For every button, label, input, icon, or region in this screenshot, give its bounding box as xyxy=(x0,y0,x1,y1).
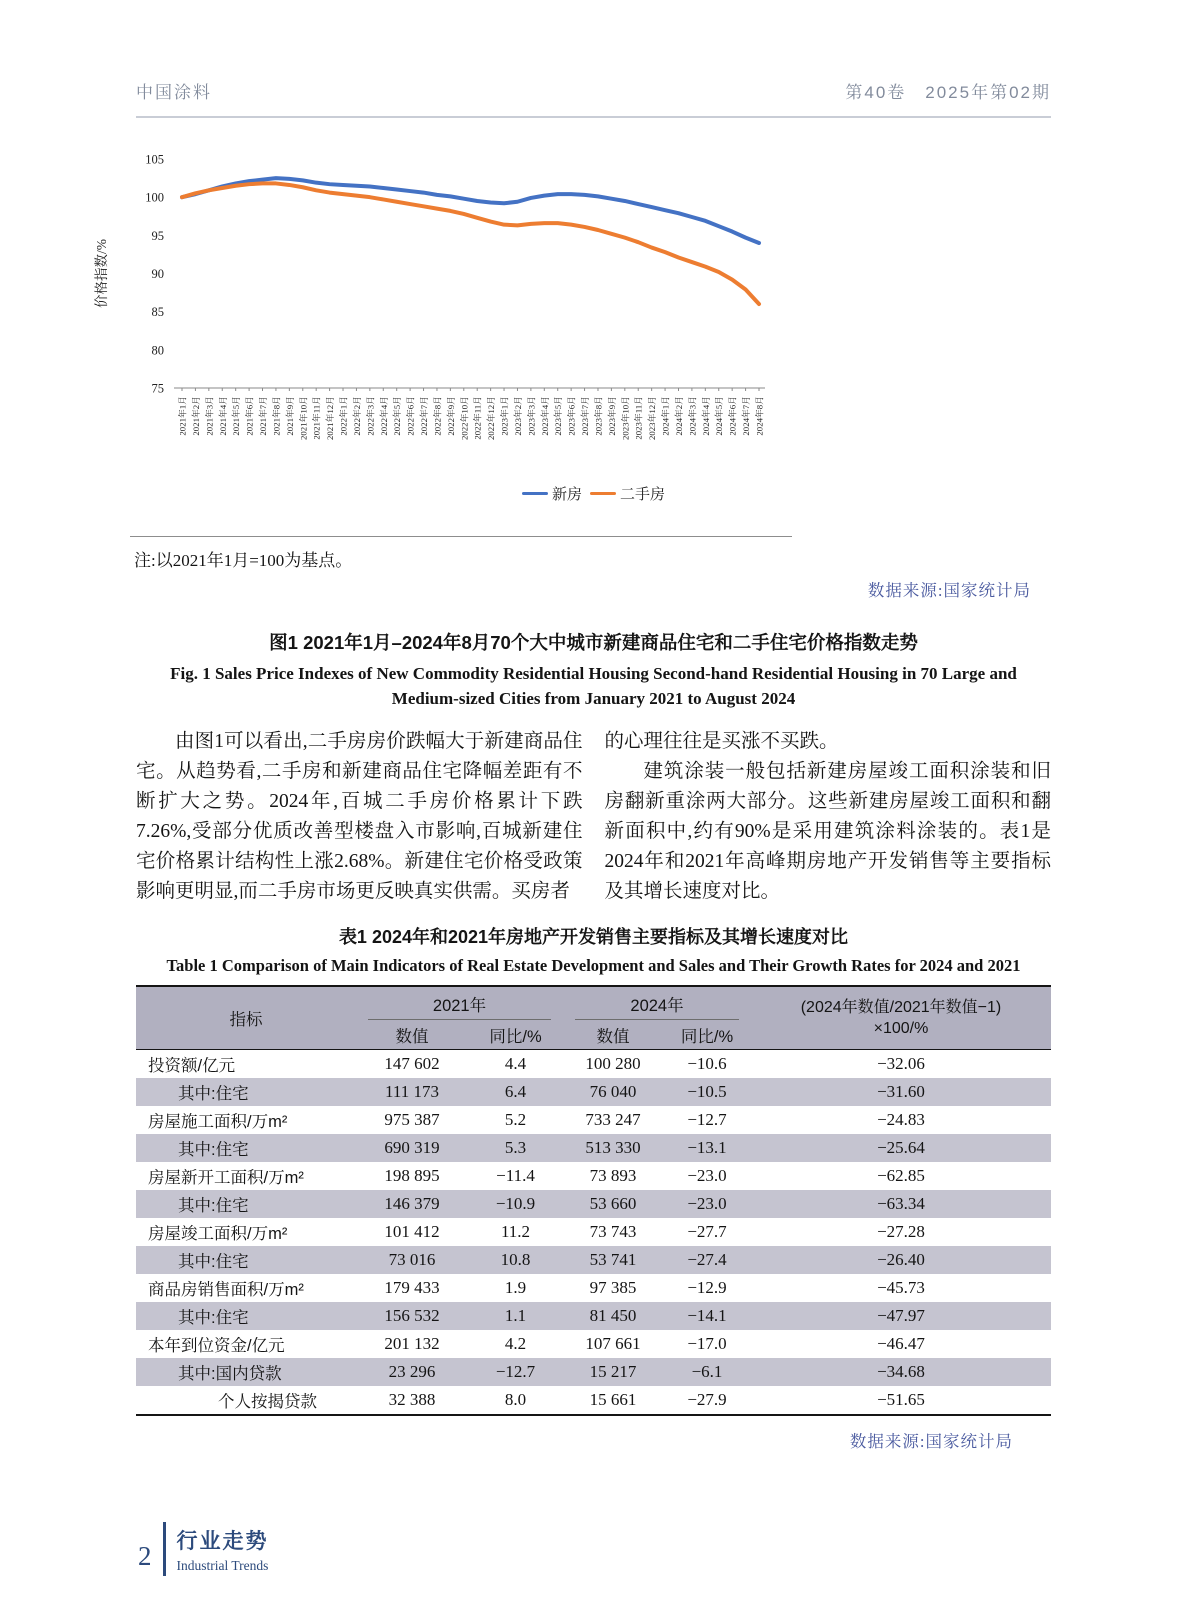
x-axis-tick-label: 2023年5月 xyxy=(553,396,564,436)
x-axis-tick-label: 2022年11月 xyxy=(472,396,483,440)
value-cell: −27.28 xyxy=(877,1222,925,1241)
footer-divider-bar xyxy=(163,1522,166,1576)
value-cell: 73 016 xyxy=(388,1250,436,1269)
x-axis-tick-label: 2022年3月 xyxy=(365,396,376,436)
value-cell: −47.97 xyxy=(877,1306,925,1325)
indicator-cell: 商品房销售面积/万m² xyxy=(148,1281,304,1299)
value-cell: 1.1 xyxy=(504,1306,527,1325)
table-row xyxy=(136,1218,1051,1246)
value-cell: −46.47 xyxy=(877,1334,925,1353)
header-indicator: 指标 xyxy=(136,986,356,1050)
value-cell: 4.2 xyxy=(504,1334,527,1353)
figure-caption-en-line2: Medium-sized Cities from January 2021 to August 2024 xyxy=(391,689,796,708)
y-axis-tick-label: 75 xyxy=(151,381,164,396)
table-title-en: Table 1 Comparison of Main Indicators of Real Estate Development and Sales and Their Growth Rates for 2024 and 2021 xyxy=(166,956,1021,975)
value-cell: 81 450 xyxy=(589,1306,637,1325)
value-cell: 733 247 xyxy=(585,1110,641,1129)
header-group-2024: 2024年 xyxy=(563,986,751,1020)
table-title-zh: 表1 2024年和2021年房地产开发销售主要指标及其增长速度对比 xyxy=(338,927,849,947)
indicator-cell: 其中:住宅 xyxy=(178,1197,249,1215)
value-cell: −10.9 xyxy=(495,1194,536,1213)
value-cell: 73 743 xyxy=(589,1222,637,1241)
x-axis-tick-label: 2022年4月 xyxy=(378,396,389,436)
y-axis-tick-label: 95 xyxy=(151,228,164,243)
x-axis-tick-label: 2024年4月 xyxy=(700,396,711,436)
footer-section-zh: 行业走势 xyxy=(176,1529,269,1553)
value-cell: 97 385 xyxy=(589,1278,637,1297)
header-growth-line1: (2024年数值/2021年数值−1) xyxy=(800,999,1002,1016)
figure-divider-line xyxy=(130,536,792,537)
value-cell: −13.1 xyxy=(687,1138,727,1157)
value-cell: −45.73 xyxy=(877,1278,925,1297)
value-cell: −23.0 xyxy=(687,1194,727,1213)
x-axis-tick-label: 2023年2月 xyxy=(512,396,523,436)
x-axis-tick-label: 2023年1月 xyxy=(499,396,510,436)
legend-item xyxy=(590,483,665,504)
value-cell: −27.7 xyxy=(687,1222,727,1241)
x-axis-tick-label: 2023年4月 xyxy=(539,396,550,436)
x-axis-tick-label: 2023年11月 xyxy=(633,396,644,440)
header-growth xyxy=(751,986,1051,1050)
x-axis-tick-label: 2022年7月 xyxy=(419,396,430,436)
table-row xyxy=(136,1274,1051,1302)
body-column-left xyxy=(136,727,583,907)
x-axis-tick-label: 2021年2月 xyxy=(190,396,201,436)
x-axis-tick-label: 2024年7月 xyxy=(741,396,752,436)
figure-caption-en-line1: Fig. 1 Sales Price Indexes of New Commodity Residential Housing Second-hand Residential Housing in 70 Large and xyxy=(170,664,1017,683)
value-cell: −24.83 xyxy=(877,1110,925,1129)
header-value-2024: 数值 xyxy=(563,1020,663,1050)
value-cell: −12.7 xyxy=(495,1362,536,1381)
table-row xyxy=(136,1162,1051,1190)
value-cell: 32 388 xyxy=(388,1390,436,1409)
figure-note: 注:以2021年1月=100为基点。 xyxy=(134,551,353,570)
indicator-cell: 房屋施工面积/万m² xyxy=(148,1113,288,1131)
page-number: 2 xyxy=(138,1540,152,1571)
value-cell: 513 330 xyxy=(585,1138,641,1157)
value-cell: −62.85 xyxy=(877,1166,925,1185)
x-axis-tick-label: 2021年9月 xyxy=(284,396,295,436)
indicator-cell: 其中:住宅 xyxy=(178,1309,249,1327)
x-axis-tick-label: 2024年3月 xyxy=(687,396,698,436)
x-axis-tick-label: 2022年1月 xyxy=(338,396,349,436)
value-cell: 53 741 xyxy=(589,1250,637,1269)
value-cell: 101 412 xyxy=(384,1222,440,1241)
x-axis-tick-label: 2021年5月 xyxy=(231,396,242,436)
x-axis-tick-label: 2024年6月 xyxy=(727,396,738,436)
value-cell: −31.60 xyxy=(877,1082,925,1101)
value-cell: 8.0 xyxy=(504,1390,527,1409)
header-yoy-2024: 同比/% xyxy=(663,1020,751,1050)
indicator-cell: 本年到位资金/亿元 xyxy=(148,1337,285,1355)
value-cell: 198 895 xyxy=(384,1166,440,1185)
indicator-cell: 投资额/亿元 xyxy=(148,1057,236,1075)
value-cell: 107 661 xyxy=(585,1334,641,1353)
paragraph: 的心理往往是买涨不买跌。 xyxy=(604,731,839,752)
value-cell: 11.2 xyxy=(500,1222,531,1241)
y-axis-tick-label: 80 xyxy=(151,343,164,358)
value-cell: −34.68 xyxy=(877,1362,925,1381)
legend-line-swatch xyxy=(522,492,548,496)
figure-caption-en xyxy=(0,661,1187,711)
x-axis-tick-label: 2024年8月 xyxy=(754,396,765,436)
chart-legend xyxy=(0,483,1187,504)
x-axis-tick-label: 2022年9月 xyxy=(445,396,456,436)
x-axis-tick-label: 2021年7月 xyxy=(258,396,269,436)
x-axis-tick-label: 2021年12月 xyxy=(325,396,336,440)
figure-data-source: 数据来源:国家统计局 xyxy=(867,581,1031,600)
y-axis-tick-label: 105 xyxy=(145,152,164,167)
real-estate-indicators-table xyxy=(136,985,1051,1416)
x-axis-tick-label: 2021年10月 xyxy=(298,396,309,440)
indicator-cell: 其中:住宅 xyxy=(178,1253,249,1271)
table-row xyxy=(136,1386,1051,1415)
table-row xyxy=(136,1358,1051,1386)
table-row xyxy=(136,1190,1051,1218)
body-text xyxy=(136,727,1051,907)
value-cell: −27.9 xyxy=(687,1390,727,1409)
x-axis-tick-label: 2023年12月 xyxy=(647,396,658,440)
x-axis-tick-label: 2021年4月 xyxy=(217,396,228,436)
header-growth-line2: ×100/% xyxy=(873,1020,929,1037)
page-footer xyxy=(138,1522,1187,1576)
y-axis-title: 价格指数/% xyxy=(94,239,109,308)
table-row xyxy=(136,1246,1051,1274)
value-cell: −10.6 xyxy=(687,1054,727,1073)
volume-issue: 第40卷 2025年第02期 xyxy=(845,83,1051,102)
value-cell: 15 217 xyxy=(589,1362,637,1381)
indicator-cell: 其中:住宅 xyxy=(178,1085,249,1103)
value-cell: 76 040 xyxy=(589,1082,637,1101)
value-cell: 5.3 xyxy=(504,1138,527,1157)
x-axis-tick-label: 2022年10月 xyxy=(459,396,470,440)
page-header xyxy=(136,78,1051,118)
indicator-cell: 其中:国内贷款 xyxy=(178,1365,282,1383)
header-yoy-2021: 同比/% xyxy=(468,1020,563,1050)
value-cell: 73 893 xyxy=(589,1166,637,1185)
x-axis-tick-label: 2021年6月 xyxy=(244,396,255,436)
value-cell: −14.1 xyxy=(687,1306,727,1325)
x-axis-tick-label: 2021年1月 xyxy=(177,396,188,436)
x-axis-tick-label: 2022年6月 xyxy=(405,396,416,436)
legend-item xyxy=(522,483,582,504)
series-line-新房 xyxy=(182,178,759,243)
x-axis-tick-label: 2022年8月 xyxy=(432,396,443,436)
table-header xyxy=(136,986,1051,1050)
value-cell: 15 661 xyxy=(589,1390,637,1409)
value-cell: −12.7 xyxy=(687,1110,727,1129)
legend-label: 二手房 xyxy=(620,487,666,503)
table-row xyxy=(136,1302,1051,1330)
indicator-cell: 其中:住宅 xyxy=(178,1141,249,1159)
x-axis-tick-label: 2021年3月 xyxy=(204,396,215,436)
table-data-source: 数据来源:国家统计局 xyxy=(849,1432,1013,1451)
figure-caption-zh: 图1 2021年1月–2024年8月70个大中城市新建商品住宅和二手住宅价格指数走势 xyxy=(269,632,918,653)
table-row xyxy=(136,1106,1051,1134)
value-cell: −23.0 xyxy=(687,1166,727,1185)
paragraph: 由图1可以看出,二手房房价跌幅大于新建商品住宅。从趋势看,二手房和新建商品住宅降幅差距有不断扩大之势。2024年,百城二手房价格累计下跌7.26%,受部分优质改善型楼盘入市影响,百城新建住宅价格累计结构性上涨2.68%。新建住宅价格受政策影响更明显,而二手房市场更反映真实供需。买房者 xyxy=(136,731,583,902)
value-cell: −32.06 xyxy=(877,1054,925,1073)
x-axis-tick-label: 2024年1月 xyxy=(660,396,671,436)
value-cell: 201 132 xyxy=(384,1334,440,1353)
y-axis-tick-label: 85 xyxy=(151,305,164,320)
value-cell: −10.5 xyxy=(687,1082,727,1101)
indicator-cell: 个人按揭贷款 xyxy=(218,1393,317,1411)
legend-label: 新房 xyxy=(551,487,582,503)
price-index-line-chart xyxy=(90,144,790,478)
value-cell: −63.34 xyxy=(877,1194,925,1213)
value-cell: 1.9 xyxy=(504,1278,527,1297)
value-cell: 6.4 xyxy=(504,1082,527,1101)
table-row xyxy=(136,1050,1051,1079)
figure-1-chart-area xyxy=(90,144,1187,483)
x-axis-tick-label: 2023年10月 xyxy=(620,396,631,440)
indicator-cell: 房屋竣工面积/万m² xyxy=(148,1225,288,1243)
footer-section xyxy=(177,1525,269,1574)
table-body xyxy=(136,1050,1051,1416)
value-cell: 146 379 xyxy=(384,1194,440,1213)
value-cell: −25.64 xyxy=(877,1138,925,1157)
value-cell: −11.4 xyxy=(496,1166,535,1185)
value-cell: 100 280 xyxy=(585,1054,641,1073)
value-cell: 179 433 xyxy=(384,1278,440,1297)
body-column-right xyxy=(605,727,1052,907)
value-cell: 5.2 xyxy=(504,1110,527,1129)
value-cell: 53 660 xyxy=(589,1194,637,1213)
indicator-cell: 房屋新开工面积/万m² xyxy=(148,1169,304,1187)
table-row xyxy=(136,1078,1051,1106)
x-axis-tick-label: 2023年8月 xyxy=(593,396,604,436)
value-cell: 111 173 xyxy=(385,1082,439,1101)
y-axis-tick-label: 90 xyxy=(151,267,164,281)
value-cell: 147 602 xyxy=(384,1054,440,1073)
value-cell: 690 319 xyxy=(384,1138,440,1157)
x-axis-tick-label: 2021年8月 xyxy=(271,396,282,436)
x-axis-tick-label: 2022年12月 xyxy=(486,396,497,440)
value-cell: −6.1 xyxy=(691,1362,723,1381)
x-axis-tick-label: 2024年2月 xyxy=(673,396,684,436)
x-axis-tick-label: 2023年9月 xyxy=(606,396,617,436)
value-cell: −51.65 xyxy=(877,1390,925,1409)
table-row xyxy=(136,1134,1051,1162)
table-row xyxy=(136,1330,1051,1358)
table-1-block xyxy=(136,923,1051,1452)
value-cell: 10.8 xyxy=(500,1250,531,1269)
x-axis-tick-label: 2022年5月 xyxy=(392,396,403,436)
y-axis-tick-label: 100 xyxy=(145,190,164,205)
x-axis-tick-label: 2023年3月 xyxy=(526,396,537,436)
footer-section-en: Industrial Trends xyxy=(176,1557,269,1573)
value-cell: −27.4 xyxy=(687,1250,727,1269)
value-cell: 156 532 xyxy=(384,1306,440,1325)
legend-line-swatch xyxy=(590,492,616,496)
x-axis-tick-label: 2021年11月 xyxy=(311,396,322,440)
header-group-2021: 2021年 xyxy=(356,986,563,1020)
value-cell: 4.4 xyxy=(504,1054,527,1073)
x-axis-tick-label: 2024年5月 xyxy=(714,396,725,436)
value-cell: 23 296 xyxy=(388,1362,436,1381)
x-axis-tick-label: 2022年2月 xyxy=(351,396,362,436)
x-axis-tick-label: 2023年7月 xyxy=(580,395,591,436)
value-cell: −26.40 xyxy=(877,1250,925,1269)
value-cell: −17.0 xyxy=(687,1334,727,1353)
paragraph: 建筑涂装一般包括新建房屋竣工面积涂装和旧房翻新重涂两大部分。这些新建房屋竣工面积和翻新面积中,约有90%是采用建筑涂料涂装的。表1是2024年和2021年高峰期房地产开发销售等主要指标及其增长速度对比。 xyxy=(604,761,1051,902)
value-cell: −12.9 xyxy=(687,1278,727,1297)
value-cell: 975 387 xyxy=(384,1110,440,1129)
x-axis-tick-label: 2023年6月 xyxy=(566,396,577,436)
journal-name: 中国涂料 xyxy=(136,83,212,102)
header-value-2021: 数值 xyxy=(356,1020,468,1050)
